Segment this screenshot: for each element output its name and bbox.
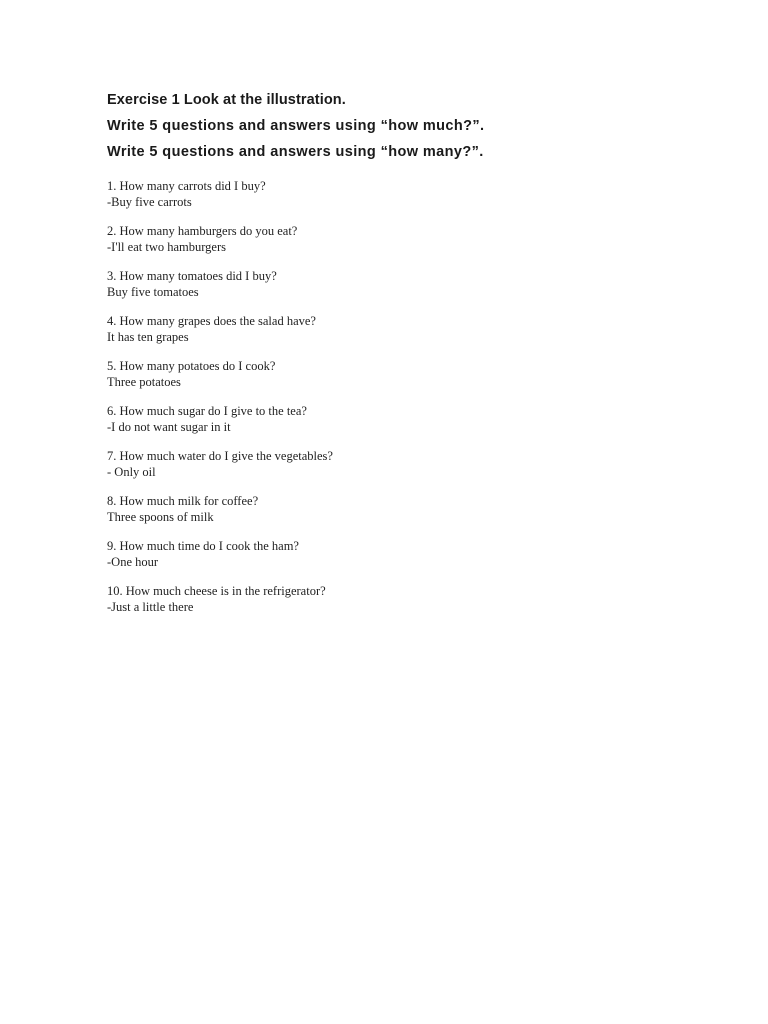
list-item (107, 539, 707, 570)
question-text: 8. How much milk for coffee? (107, 494, 259, 508)
question-text: 5. How many potatoes do I cook? (107, 359, 276, 373)
answer-text: -Buy five carrots (107, 194, 192, 209)
question-text: 1. How many carrots did I buy? (107, 179, 266, 193)
answer-text: Three spoons of milk (107, 509, 214, 524)
answer-text: -I'll eat two hamburgers (107, 239, 227, 254)
question-text: 9. How much time do I cook the ham? (107, 539, 299, 553)
answer-text: - Only oil (107, 464, 156, 479)
qa-list (107, 179, 707, 615)
question-text: 7. How much water do I give the vegetables? (107, 449, 333, 463)
list-item (107, 314, 707, 345)
list-item (107, 179, 707, 210)
instruction-how-many: Write 5 questions and answers using “how many?”. (107, 144, 484, 160)
answer-text: Buy five tomatoes (107, 284, 199, 299)
answer-text: Three potatoes (107, 374, 181, 389)
list-item (107, 224, 707, 255)
question-text: 4. How many grapes does the salad have? (107, 314, 316, 328)
list-item (107, 359, 707, 390)
answer-text: -One hour (107, 554, 159, 569)
answer-text: It has ten grapes (107, 329, 189, 344)
list-item (107, 494, 707, 525)
list-item (107, 404, 707, 435)
answer-text: -Just a little there (107, 599, 194, 614)
list-item (107, 584, 707, 615)
question-text: 3. How many tomatoes did I buy? (107, 269, 277, 283)
question-text: 6. How much sugar do I give to the tea? (107, 404, 307, 418)
list-item (107, 269, 707, 300)
answer-text: -I do not want sugar in it (107, 419, 231, 434)
question-text: 2. How many hamburgers do you eat? (107, 224, 298, 238)
document-content (107, 90, 707, 629)
question-text: 10. How much cheese is in the refrigerator? (107, 584, 326, 598)
exercise-title: Exercise 1 Look at the illustration. (107, 92, 346, 108)
list-item (107, 449, 707, 480)
instruction-how-much: Write 5 questions and answers using “how much?”. (107, 118, 485, 134)
